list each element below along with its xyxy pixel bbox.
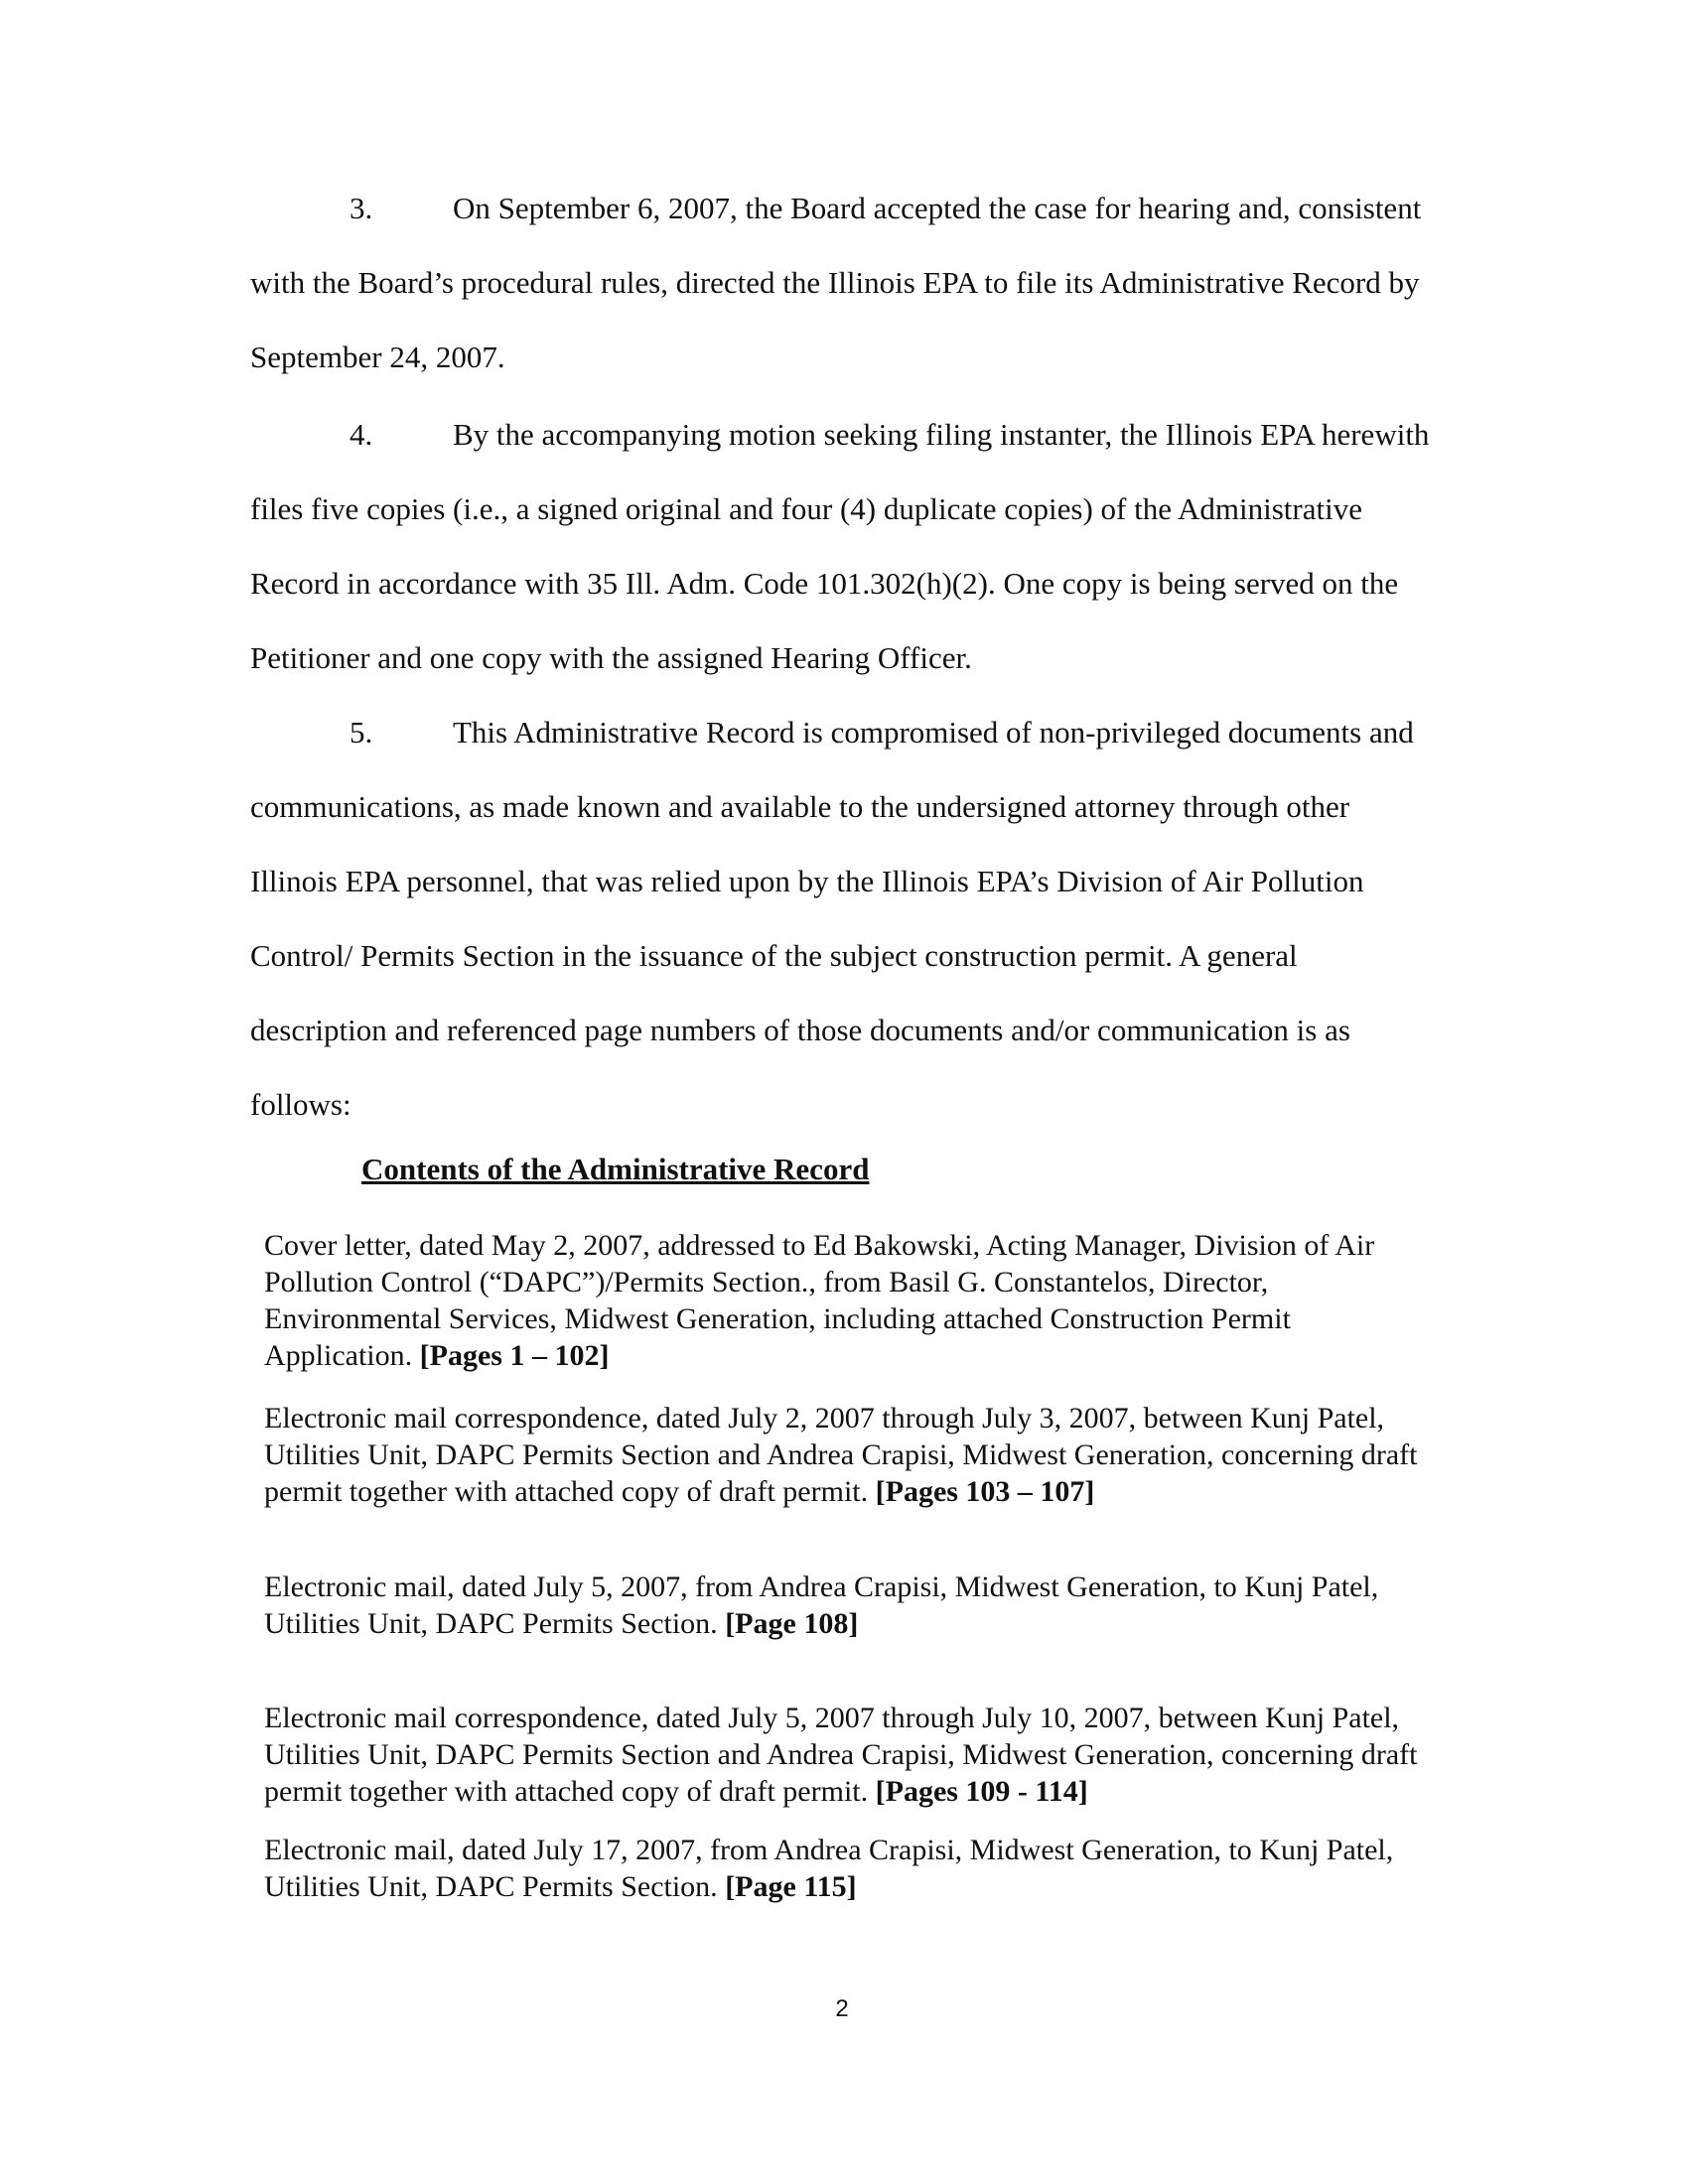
paragraph-4 bbox=[250, 397, 1442, 695]
page-reference: [Page 108] bbox=[725, 1607, 859, 1640]
contents-heading: Contents of the Administrative Record bbox=[361, 1152, 870, 1186]
record-entry bbox=[264, 1569, 1436, 1642]
record-entry bbox=[264, 1832, 1436, 1905]
record-entry bbox=[264, 1227, 1436, 1374]
paragraph-5 bbox=[250, 695, 1442, 1142]
paragraph-text: On September 6, 2007, the Board accepted the case for hearing and, consistent with the Board’s procedural rules, directed the Illinois EPA to file its Administrative Record by September 24, 2007. bbox=[250, 191, 1422, 374]
page-reference: [Pages 1 – 102] bbox=[419, 1339, 610, 1372]
paragraph-3 bbox=[250, 171, 1442, 394]
page-reference: [Pages 109 - 114] bbox=[875, 1775, 1088, 1808]
entry-text: Electronic mail correspondence, dated July 2, 2007 through July 3, 2007, between Kunj Patel, Utilities Unit, DAPC Permits Section and Andrea Crapisi, Midwest Generation, concerning draft permit together with attached copy of draft permit. bbox=[264, 1402, 1418, 1508]
page-number: 2 bbox=[835, 1995, 849, 2022]
record-entry bbox=[264, 1700, 1436, 1810]
paragraph-number: 4. bbox=[350, 417, 373, 452]
page-reference: [Page 115] bbox=[725, 1870, 857, 1903]
paragraph-number: 3. bbox=[350, 191, 373, 225]
paragraph-number: 5. bbox=[350, 715, 373, 750]
entry-text: Cover letter, dated May 2, 2007, addressed to Ed Bakowski, Acting Manager, Division of Air Pollution Control (“DAPC”)/Permits Section., from Basil G. Constantelos, Director, Environmental Services, Midwest Generation, including attached Construction Permit Application. bbox=[264, 1229, 1375, 1372]
paragraph-text: This Administrative Record is compromised of non-privileged documents and communications, as made known and available to the undersigned attorney through other Illinois EPA personnel, that was relied upon by the Illinois EPA’s Division of Air Pollution Control/ Permits Section in the issuance of the subject construction permit. A general description and referenced page numbers of those documents and/or communication is as follows: bbox=[250, 715, 1414, 1122]
entry-text: Electronic mail, dated July 5, 2007, from Andrea Crapisi, Midwest Generation, to Kunj Patel, Utilities Unit, DAPC Permits Section. bbox=[264, 1570, 1379, 1640]
record-entry bbox=[264, 1400, 1436, 1510]
entry-text: Electronic mail, dated July 17, 2007, from Andrea Crapisi, Midwest Generation, to Kunj Patel, Utilities Unit, DAPC Permits Section. bbox=[264, 1834, 1394, 1903]
page-reference: [Pages 103 – 107] bbox=[875, 1475, 1095, 1508]
paragraph-text: By the accompanying motion seeking filing instanter, the Illinois EPA herewith files five copies (i.e., a signed original and four (4) duplicate copies) of the Administrative Record in accordance with 35 Ill. Adm. Code 101.302(h)(2). One copy is being served on the Petitioner and one copy with the assigned Hearing Officer. bbox=[250, 417, 1430, 675]
entry-text: Electronic mail correspondence, dated July 5, 2007 through July 10, 2007, between Kunj Patel, Utilities Unit, DAPC Permits Section and Andrea Crapisi, Midwest Generation, concerning draft permit together with attached copy of draft permit. bbox=[264, 1702, 1418, 1808]
